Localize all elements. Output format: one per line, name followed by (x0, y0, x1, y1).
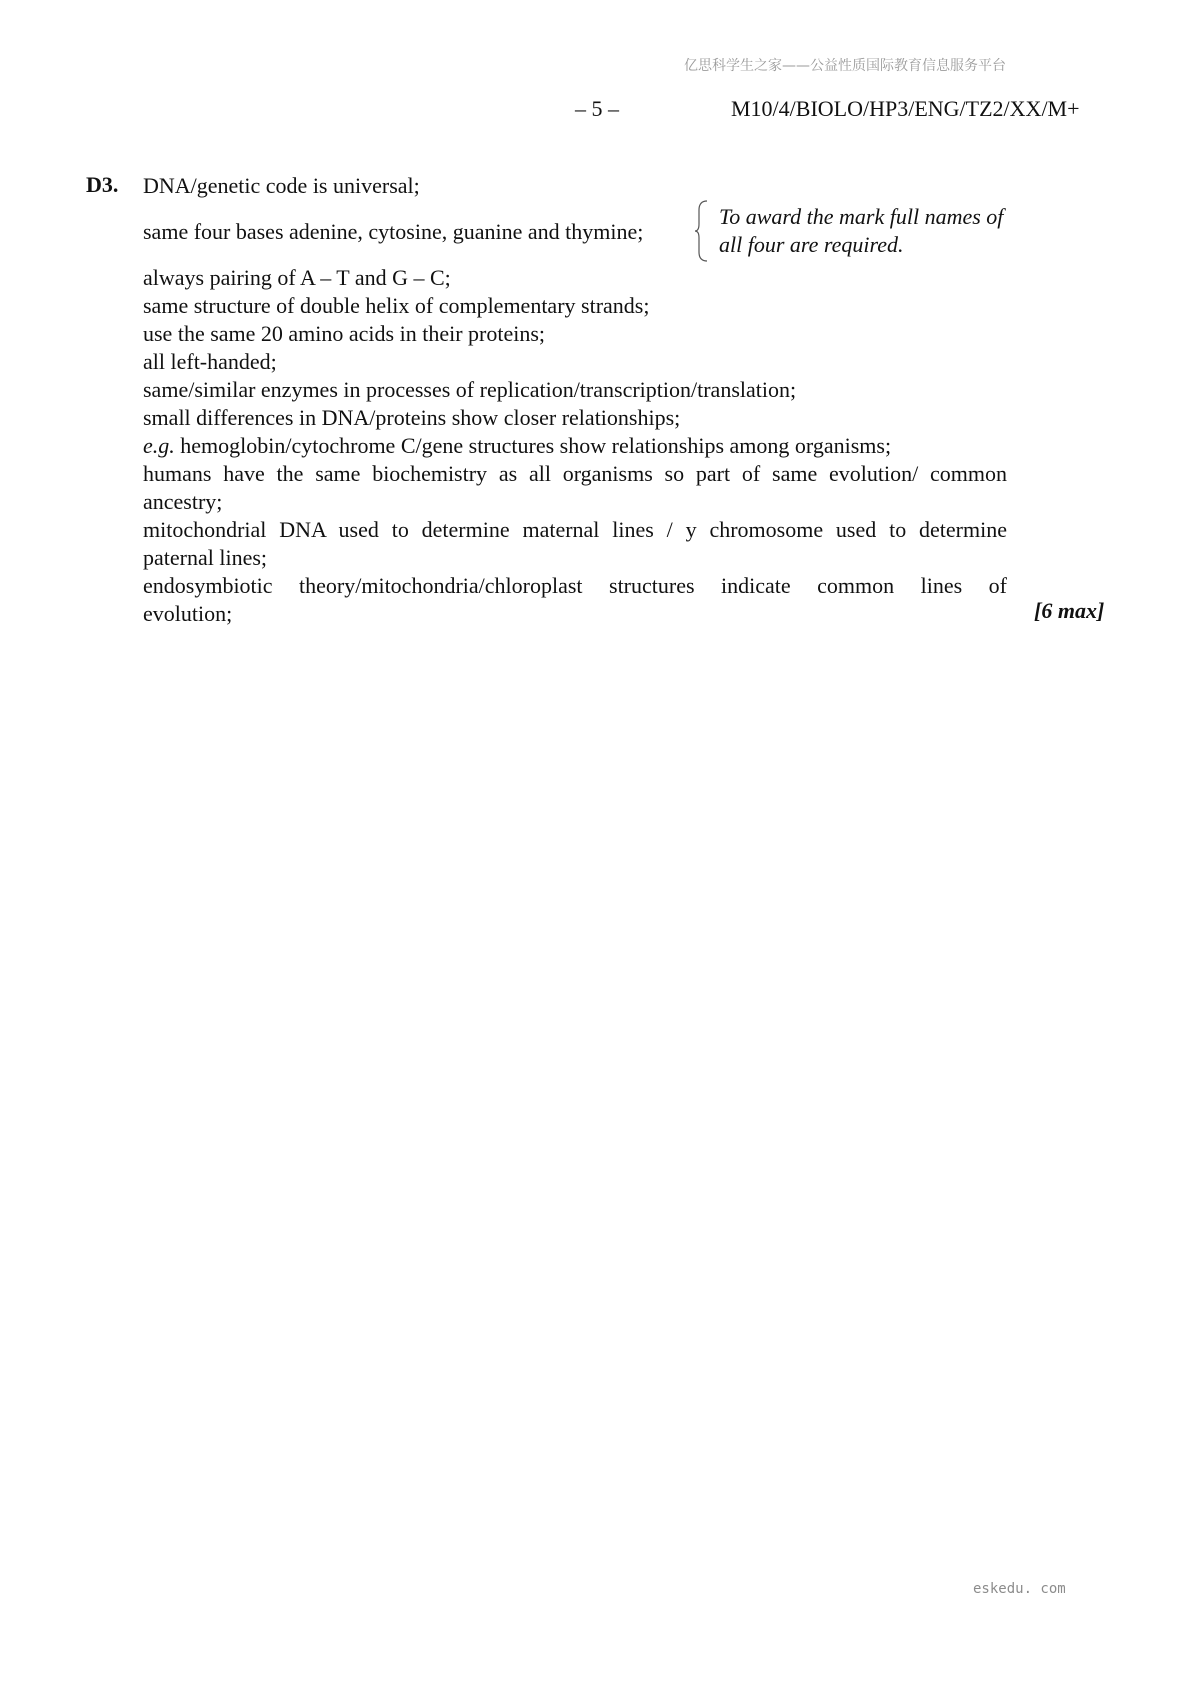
answer-line-3: always pairing of A – T and G – C; (143, 265, 451, 290)
answer-para-12 (143, 572, 1007, 628)
page-number: – 5 – (575, 96, 619, 121)
answer-line-8: small differences in DNA/proteins show closer relationships; (143, 405, 681, 430)
marking-note: To award the mark full names of all four are required. (719, 204, 1004, 257)
answer-line-4: same structure of double helix of complementary strands; (143, 293, 650, 318)
answer-para-10 (143, 460, 1007, 516)
answer-line-9 (143, 432, 891, 460)
marks-max: [6 max] (1034, 598, 1105, 623)
brace-icon (695, 200, 709, 262)
paper-code: M10/4/BIOLO/HP3/ENG/TZ2/XX/M+ (731, 96, 1080, 121)
answer-line-2: same four bases adenine, cytosine, guanine and thymine; (143, 219, 644, 244)
answer-line-10a: humans have the same biochemistry as all organisms so part of same evolution/ common (143, 461, 1007, 486)
answer-line-11a: mitochondrial DNA used to determine maternal lines / y chromosome used to determine (143, 517, 1007, 542)
answer-line-11b: paternal lines; (143, 545, 268, 570)
answer-line-7: same/similar enzymes in processes of replication/transcription/translation; (143, 377, 797, 402)
answer-line-6: all left-handed; (143, 349, 277, 374)
answer-line-12a: endosymbiotic theory/mitochondria/chloroplast structures indicate common lines of (143, 573, 1007, 598)
example-text: hemoglobin/cytochrome C/gene structures show relationships among organisms; (174, 433, 892, 458)
answer-line-5: use the same 20 amino acids in their proteins; (143, 321, 546, 346)
answer-line-12b: evolution; (143, 601, 233, 626)
answer-para-11 (143, 516, 1007, 572)
answer-line-1: DNA/genetic code is universal; (143, 173, 420, 198)
answer-line-10b: ancestry; (143, 489, 223, 514)
footer-watermark: eskedu. com (973, 1581, 1066, 1597)
example-prefix: e.g. (143, 433, 175, 458)
question-label: D3. (86, 172, 119, 197)
header-watermark: 亿思科学生之家——公益性质国际教育信息服务平台 (684, 58, 1006, 74)
